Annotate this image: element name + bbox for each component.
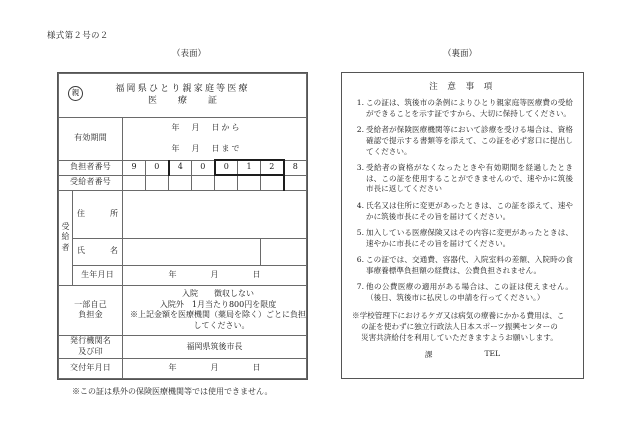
copayment-line-4: してください。	[193, 321, 250, 331]
notes-star-note	[342, 309, 583, 343]
note-text: この証では、交通費、容器代、入院室料の差額、入院時の食事療養標準負担額の経費は、公費負担されません。	[366, 254, 573, 275]
payer-number-label: 負担者番号	[59, 160, 123, 175]
recipient-label-char-3: 者	[61, 243, 70, 253]
payer-digit-3: 4	[169, 160, 192, 175]
form-number: 様式第２号の２	[47, 31, 109, 41]
name-row	[59, 238, 307, 265]
list-item	[352, 98, 573, 120]
notes-list	[342, 98, 583, 304]
recipient-digit-8[interactable]	[284, 175, 307, 190]
copayment-line-3: ※上記金額を医療機関（薬局を除く）ごとに負担	[130, 310, 307, 320]
back-side-label: （裏面）	[443, 49, 478, 59]
issuer-label-line2: 及び印	[78, 347, 103, 356]
payer-digit-5: 0	[215, 160, 238, 175]
issue-date-value-cell[interactable]	[123, 359, 307, 379]
star-note-line1: ※学校管理下におけるケガ又は病気の療養にかかる費用は、こ	[352, 311, 565, 320]
dob-value-cell[interactable]	[123, 265, 307, 285]
certificate-title-cell	[59, 74, 307, 118]
issuer-label-line1: 発行機関名	[70, 336, 111, 346]
star-note-line3: 災害共済給付を利用していただきますようお願いします。	[361, 332, 558, 342]
notes-panel-back	[341, 72, 584, 379]
copayment-line-2: 入院外 1月当たり800円を限度	[159, 299, 277, 309]
list-item	[352, 201, 573, 223]
copayment-detail-cell	[123, 285, 307, 335]
contact-line	[342, 349, 583, 364]
recipient-digit-1[interactable]	[123, 175, 146, 190]
name-value[interactable]	[123, 238, 261, 265]
address-value[interactable]	[123, 190, 307, 238]
tel-label: TEL	[484, 349, 501, 359]
note-text: 加入している医療保険又はその内容に変更があったときは、速やかに市長にその旨を届けてください。	[366, 227, 573, 248]
recipient-digit-4[interactable]	[192, 175, 215, 190]
payer-digit-4: 0	[192, 160, 215, 175]
recipient-label-char-2: 給	[61, 232, 70, 242]
payer-digit-2: 0	[146, 160, 169, 175]
front-side-label: （表面）	[172, 49, 207, 59]
validity-to-line: 年 月 日まで	[171, 143, 242, 153]
star-note-line2: の証を使わずに独立行政法人日本スポーツ振興センターの	[361, 321, 558, 331]
certificate-title-line2: 医 療 証	[148, 96, 224, 107]
note-text: 受給者が保険医療機関等において診療を受ける場合は、資格確認で提示する書類等を添えて、この証を必ず窓口に提出してください。	[366, 125, 573, 156]
issue-date-label: 交付年月日	[59, 359, 123, 379]
payer-digit-8: 8	[284, 160, 307, 175]
front-footnote: ※この証は県外の保険医療機関等では使用できません。	[72, 387, 273, 396]
dob-row	[59, 265, 307, 285]
payer-digit-7: 2	[261, 160, 284, 175]
note-number: 4.	[356, 200, 364, 210]
recipient-digit-2[interactable]	[146, 175, 169, 190]
payer-number-row	[59, 160, 307, 175]
name-suffix-value[interactable]	[261, 238, 307, 265]
list-item	[352, 255, 573, 277]
address-row	[59, 190, 307, 238]
copayment-label	[59, 285, 123, 335]
recipient-digit-6[interactable]	[238, 175, 261, 190]
note-text: 氏名又は住所に変更があったときは、この証を添えて、速やかに筑後市長にその旨を届けてください。	[366, 200, 573, 221]
payer-digit-6: 1	[238, 160, 261, 175]
payer-digit-1: 9	[123, 160, 146, 175]
note-number: 5.	[356, 227, 364, 237]
note-number: 6.	[356, 254, 364, 264]
recipient-vertical-label	[59, 190, 73, 285]
dob-label: 生年月日	[73, 265, 123, 285]
recipient-digit-7[interactable]	[261, 175, 284, 190]
validity-label: 有効期間	[59, 117, 123, 160]
list-item	[352, 282, 573, 304]
issuer-value: 福岡県筑後市長	[123, 336, 307, 359]
note-number: 1.	[356, 98, 364, 107]
note-text: 他の公費医療の適用がある場合は、この証は使えません。（後日、筑後市に払戻しの申請を行ってください。）	[366, 281, 573, 302]
note-number: 2.	[356, 125, 364, 135]
name-label: 氏 名	[73, 238, 123, 265]
recipient-digit-5[interactable]	[215, 175, 238, 190]
list-item	[352, 125, 573, 157]
note-text: 受給者の資格がなくなったときや有効期間を経過したときは、この証を使用することができませんので、速やかに筑後市長に返してください	[366, 162, 573, 194]
copayment-label-line1: 一部自己	[74, 299, 107, 309]
list-item	[352, 228, 573, 250]
recipient-number-label: 受給者番号	[59, 175, 123, 190]
note-number: 3.	[356, 162, 364, 172]
recipient-digit-3[interactable]	[169, 175, 192, 190]
copayment-line-1: 入院 徴収しない	[182, 288, 255, 298]
certificate-title-line1: 福岡県ひとり親家庭等医療	[115, 84, 250, 95]
validity-value-cell	[123, 117, 307, 160]
copayment-row	[59, 285, 307, 335]
address-label: 住 所	[73, 190, 123, 238]
recipient-number-row	[59, 175, 307, 190]
medical-certificate-front	[57, 72, 308, 380]
notes-title: 注 意 事 項	[429, 82, 496, 92]
issue-date-row	[59, 359, 307, 379]
note-text: この証は、筑後市の条例によりひとり親家庭等医療費の受給ができることを示す証ですから、大切に保持してください。	[366, 98, 573, 118]
validity-row	[59, 117, 307, 160]
dob-line: 年 月 日	[168, 269, 267, 279]
certificate-table	[58, 73, 307, 379]
list-item	[352, 163, 573, 195]
validity-from-line: 年 月 日から	[171, 122, 242, 132]
maru-oya-mark: 親	[68, 86, 83, 101]
recipient-label-char-1: 受	[61, 221, 70, 231]
department-label: 課	[424, 350, 433, 360]
issue-date-line: 年 月 日	[168, 363, 267, 373]
copayment-label-line2: 負担金	[78, 310, 103, 320]
issuer-label	[59, 336, 123, 359]
title-row	[59, 74, 307, 118]
issuer-row	[59, 336, 307, 359]
note-number: 7.	[356, 281, 364, 291]
